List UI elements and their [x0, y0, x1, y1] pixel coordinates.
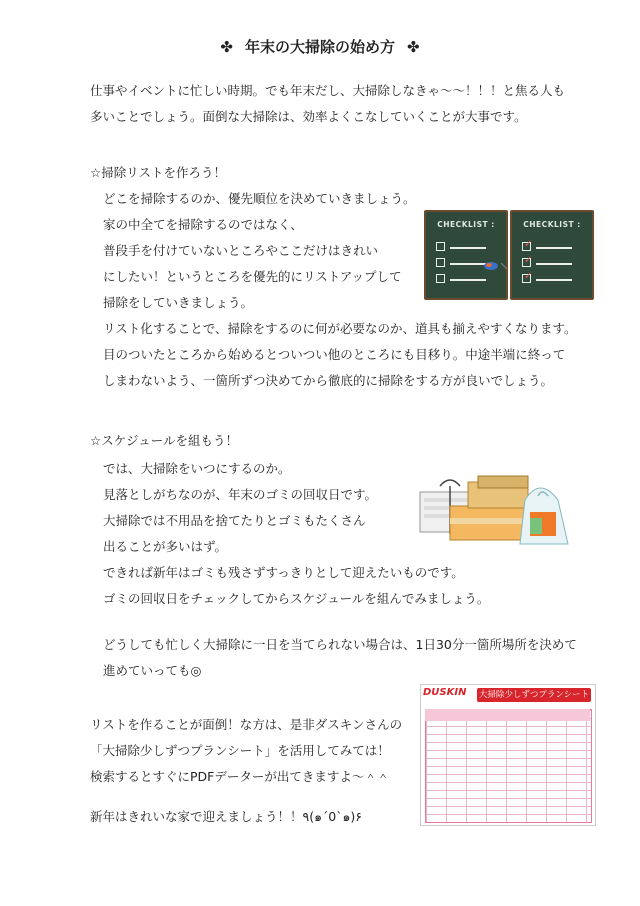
cross-icon: ✤	[220, 38, 233, 56]
body-line: しまわないよう、一箇所ずつ決めてから徹底的に掃除をする方が良いでしょう。	[103, 373, 554, 388]
garbage-pile-illustration	[410, 456, 590, 556]
title-text: 年末の大掃除の始め方	[244, 38, 395, 56]
checklist-board-checked: CHECKLIST : ✓ ✓ ✓	[510, 210, 594, 300]
body-line: にしたい！というところを優先的にリストアップして	[103, 269, 402, 284]
body-line: どこを掃除するのか、優先順位を決めていきましょう。	[103, 191, 416, 206]
intro-line: 仕事やイベントに忙しい時期。でも年末だし、大掃除しなきゃ〜〜！！！と焦る人も	[90, 83, 566, 98]
closing-line: 検索するとすぐにPDFデーターが出てきますよ〜＾＾	[90, 769, 390, 784]
plan-sheet-title: 大掃除少しずつプランシート	[478, 690, 590, 700]
checklist-board-empty	[424, 210, 508, 300]
section-heading-schedule: ☆スケジュールを組もう！	[90, 433, 238, 448]
closing-paragraph	[90, 712, 402, 790]
body-line: 出ることが多いはず。	[103, 539, 228, 554]
checklist-label: CHECKLIST :	[523, 220, 581, 229]
body-line: 普段手を付けていないところやここだけはきれい	[103, 243, 379, 258]
body-line: リスト化することで、掃除をするのに何が必要なのか、道具も揃えやすくなります。	[103, 321, 577, 336]
closing-final-line: 新年はきれいな家で迎えましょう！！٩(๑´0`๑)۶	[90, 809, 363, 824]
eraser-icon	[481, 258, 511, 274]
section-heading-checklist: ☆掃除リストを作ろう！	[90, 165, 226, 180]
body-line: 大掃除では不用品を捨てたりとゴミもたくさん	[103, 513, 366, 528]
body-line: では、大掃除をいつにするのか。	[103, 461, 291, 476]
closing-line: 「大掃除少しずつプランシート」を活用してみては！	[90, 743, 390, 758]
body-line: 掃除をしていきましょう。	[103, 295, 254, 310]
intro-paragraph	[90, 78, 565, 130]
page-title	[0, 36, 640, 57]
body-line: 見落としがちなのが、年末のゴミの回収日です。	[103, 487, 378, 502]
section-note-schedule	[103, 632, 577, 684]
cross-icon: ✤	[407, 38, 420, 56]
body-line: どうしても忙しく大掃除に一日を当てられない場合は、1日30分一箇所場所を決めて	[103, 637, 577, 652]
plan-sheet-grid	[425, 709, 592, 823]
plan-sheet-header-row	[425, 709, 590, 721]
checklist-label: CHECKLIST :	[437, 220, 495, 229]
plan-sheet-thumbnail	[420, 684, 596, 826]
body-line: 進めていっても◎	[103, 663, 202, 678]
intro-line: 多いことでしょう。面倒な大掃除は、効率よくこなしていくことが大事です。	[90, 109, 527, 124]
body-line: 目のついたところから始めるとついつい他のところにも目移り。中途半端に終って	[103, 347, 566, 362]
body-line: 家の中全てを掃除するのではなく、	[103, 217, 303, 232]
body-line: できれば新年はゴミも残さずすっきりとして迎えたいものです。	[103, 565, 464, 580]
body-line: ゴミの回収日をチェックしてからスケジュールを組んでみましょう。	[103, 591, 490, 606]
duskin-logo: DUSKIN	[423, 687, 467, 698]
closing-line: リストを作ることが面倒！な方は、是非ダスキンさんの	[90, 717, 403, 732]
